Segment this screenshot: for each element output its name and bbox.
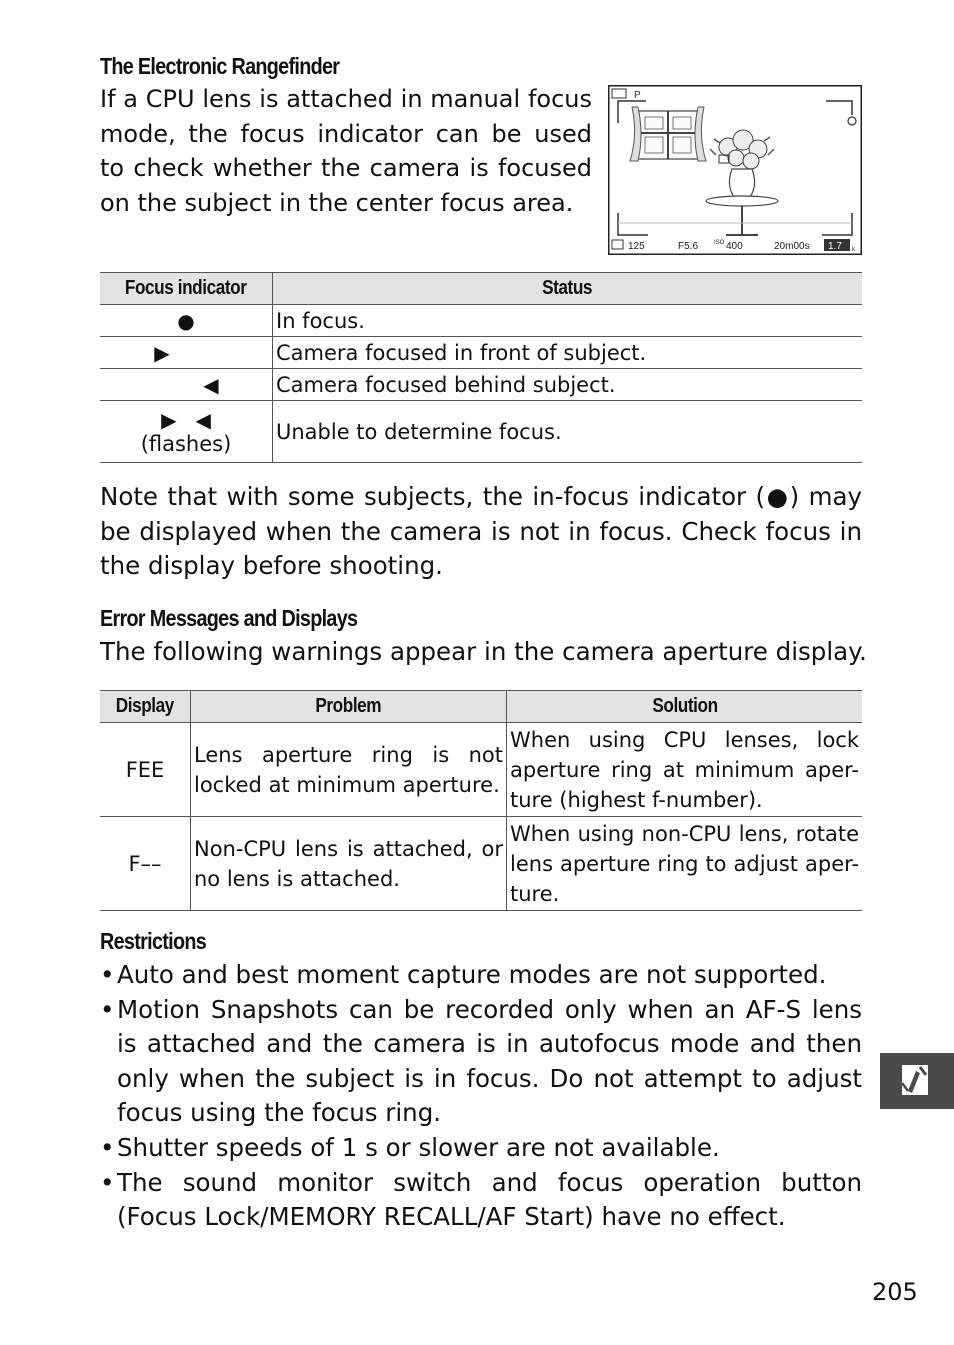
table-row: [100, 723, 862, 817]
section-heading-restrictions: Restrictions: [100, 928, 207, 954]
vf-iso-label: ISO: [714, 240, 725, 246]
vf-size: 1.7: [828, 241, 842, 252]
list-item: • Shutter speeds of 1 s or slower are not available.: [100, 1131, 862, 1166]
table-row: [100, 337, 862, 369]
focus-flashing-arrows-icon: ▶ ◀ (flashes): [100, 401, 273, 463]
status-cell: Unable to determine focus.: [273, 401, 863, 463]
flashes-note: (flashes): [140, 431, 232, 456]
status-cell: Camera focused behind subject.: [273, 369, 863, 401]
vf-aperture: F5.6: [678, 241, 699, 252]
error-messages-table: [100, 690, 862, 911]
col-header-status: Status: [273, 273, 863, 305]
vf-size-unit: k: [852, 247, 855, 253]
display-cell: FEE: [100, 723, 191, 817]
section-tab-marker: [880, 1053, 954, 1109]
vf-iso: 400: [726, 241, 743, 252]
display-cell: F––: [100, 817, 191, 911]
status-cell: Camera focused in front of subject.: [273, 337, 863, 369]
section-heading-error-messages: Error Messages and Displays: [100, 605, 358, 631]
viewfinder-illustration: [608, 85, 862, 255]
col-header-display: Display: [100, 691, 191, 723]
vf-shutter: 125: [628, 241, 645, 252]
table-row: [100, 401, 862, 463]
rangefinder-paragraph: If a CPU lens is attached in manual focus mode, the focus indicator can be used to check whether the camera is focused on the subject in the center focus area.: [100, 85, 592, 217]
problem-cell: Lens aperture ring is not locked at minimum aperture.: [191, 723, 507, 817]
col-header-problem: Problem: [191, 691, 507, 723]
table-row: [100, 305, 862, 337]
table-header-row: [100, 691, 862, 723]
problem-cell: Non-CPU lens is attached, or no lens is attached.: [191, 817, 507, 911]
list-item: • The sound monitor switch and focus operation button (Focus Lock/MEMORY RECALL/AF Start) have no effect.: [100, 1166, 862, 1235]
col-header-solution: Solution: [507, 691, 863, 723]
error-intro-paragraph: The following warnings appear in the camera aperture display.: [100, 637, 867, 666]
solution-cell: When using CPU lenses, lock aperture ring at minimum aper-ture (highest f-number).: [507, 723, 863, 817]
restrictions-list: [100, 958, 862, 1235]
pencil-checkmark-icon: [880, 1053, 954, 1109]
table-row: [100, 369, 862, 401]
page-number: 205: [872, 1278, 918, 1306]
vf-time-remaining: 20m00s: [774, 241, 810, 252]
col-header-focus-indicator: Focus indicator: [100, 273, 273, 305]
focus-indicator-table: [100, 272, 862, 463]
status-cell: In focus.: [273, 305, 863, 337]
table-header-row: [100, 273, 862, 305]
list-item: • Motion Snapshots can be recorded only when an AF-S lens is attached and the camera is in autofocus mode and then only when the subject is in focus. Do not attempt to adjust focus using the focus ring.: [100, 993, 862, 1131]
focus-front-arrow-icon: ▶: [100, 337, 273, 369]
focus-behind-arrow-icon: ◀: [100, 369, 273, 401]
section-heading-rangefinder: The Electronic Rangefinder: [100, 53, 340, 79]
focus-note-paragraph: Note that with some subjects, the in-focus indicator (●) may be displayed when the camera is not in focus. Check focus in the display before shooting.: [100, 482, 862, 581]
table-row: [100, 817, 862, 911]
vf-mode-label: P: [634, 90, 641, 101]
focus-in-focus-icon: ●: [100, 305, 273, 337]
solution-cell: When using non-CPU lens, rotate lens aperture ring to adjust aper-ture.: [507, 817, 863, 911]
list-item: • Auto and best moment capture modes are not supported.: [100, 958, 862, 993]
